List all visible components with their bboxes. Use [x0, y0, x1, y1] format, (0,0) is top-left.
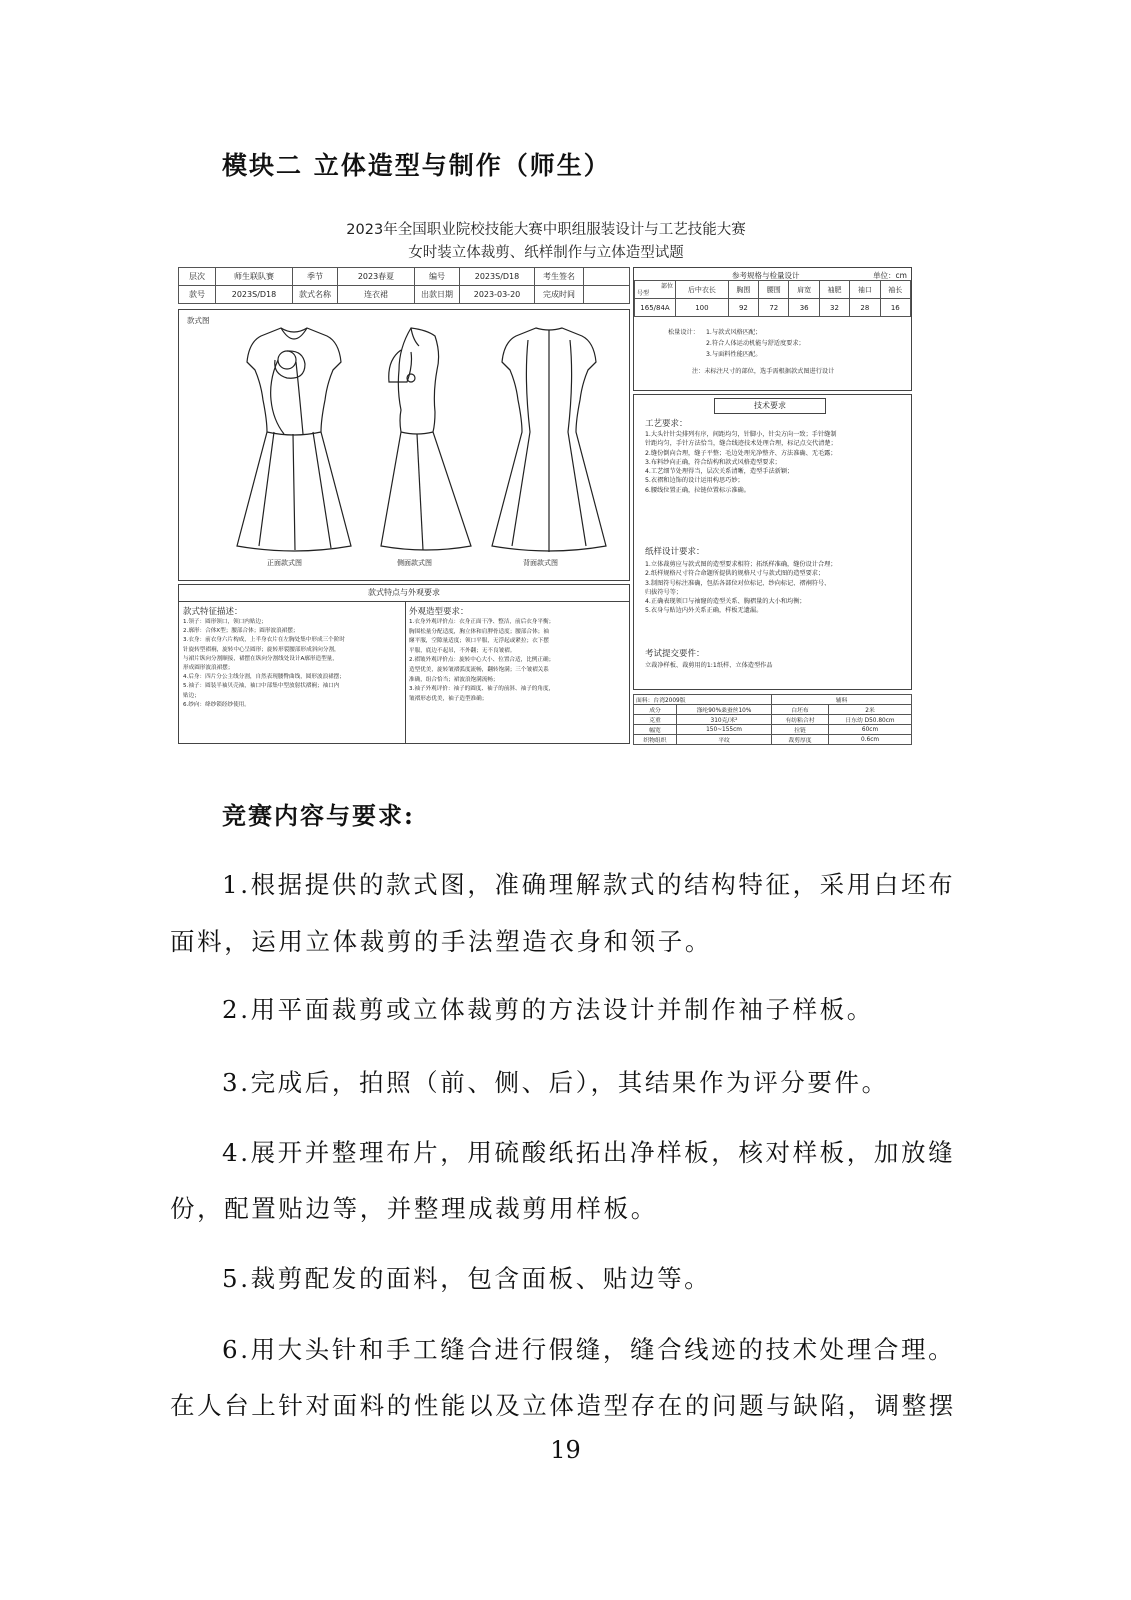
size-header: 袖长 [880, 281, 910, 299]
size-value: 16 [880, 299, 910, 317]
look-label: 外观造型要求： [409, 607, 469, 617]
exam-sheet-image [178, 212, 914, 744]
back-dress-drawing [484, 320, 614, 560]
paragraph-line: 5.裁剪配发的面料，包含面板、贴边等。 [222, 1264, 712, 1293]
info-cell: 2023-03-20 [460, 286, 535, 304]
fabric-cell: 幅宽 [634, 725, 677, 735]
info-cell: 层次 [179, 268, 216, 286]
features-title: 款式特点与外观要求 [179, 585, 629, 602]
info-cell: 连衣裙 [338, 286, 415, 304]
info-cell: 出款日期 [415, 286, 460, 304]
size-value: 100 [676, 299, 729, 317]
info-cell: 2023S/D18 [216, 286, 293, 304]
fabric-table [633, 694, 912, 745]
paragraph-line: 4.展开并整理布片，用硫酸纸拓出净样板，核对样板，加放缝 [222, 1138, 956, 1167]
size-value: 92 [728, 299, 758, 317]
paragraph-line: 2.用平面裁剪或立体裁剪的方法设计并制作袖子样板。 [222, 995, 874, 1024]
size-value: 36 [789, 299, 819, 317]
info-cell [584, 268, 630, 286]
craft-items: 1.大头针针尖排列有序，间距均匀，针脚小，针尖方向一致；手针缝制 针距均匀，手针方法恰当，缝合线迹技术处理合理，标记点交代清楚； 2.缝份倒向合理，缝子平整；毛边处理光净整齐、方法准确、无毛露； 3.布料纱向正确，符合结构和款式风格造型要求； 4.工艺细节处理得当，层次关系清晰，造型手法新颖； 5.衣褶和边饰的设计运用构思巧妙； 6.腰线位置正确，拉链位置标示准确。 [645, 431, 837, 494]
fabric-cell: 成分 [634, 705, 677, 715]
page-number: 19 [550, 1436, 581, 1464]
info-cell [584, 286, 630, 304]
fabric-cell: 有纺粘合衬 [772, 715, 829, 725]
fit-item: 2.符合人体运动机能与舒适度要求； [706, 340, 805, 347]
caption-back: 背面款式图 [523, 559, 558, 567]
size-corner-cell [635, 281, 676, 299]
fit-note: 注：未标注尺寸的部位，选手需根据款式图进行设计 [692, 368, 835, 375]
sheet-title-line1: 2023年全国职业院校技能大赛中职组服装设计与工艺技能大赛 [346, 222, 746, 238]
info-cell: 款式名称 [293, 286, 338, 304]
section-heading: 竞赛内容与要求: [222, 801, 415, 830]
fabric-cell: 150~155cm [677, 725, 772, 735]
info-cell: 2023春夏 [338, 268, 415, 286]
info-cell: 编号 [415, 268, 460, 286]
size-table-title: 参考规格与检量设计 [732, 271, 800, 280]
info-cell: 考生签名 [535, 268, 584, 286]
corner-bottom-label: 号型 [637, 289, 650, 297]
fabric-cell: 裁剪厚度 [772, 735, 829, 745]
paragraph-line: 6.用大头针和手工缝合进行假缝，缝合线迹的技术处理合理。 [222, 1335, 956, 1364]
features-divider [405, 601, 406, 743]
info-table [178, 267, 630, 304]
paragraph-line: 1.根据提供的款式图，准确理解款式的结构特征，采用白坯布 [222, 870, 956, 899]
size-row-label: 165/84A [635, 299, 676, 317]
style-drawing-label: 款式图 [187, 316, 210, 325]
fabric-cell: 辅料 [772, 695, 912, 705]
look-items: 1.衣身外观评价点：衣身正面干净、整洁，前后衣身平衡； 胸围松量分配适度，胸立体和肩胛骨适度；腰部合体；袖 窿平服，空隙量适度；领口平服，无浮起或紧拉；衣下摆 平服，底边不起吊，不外翻；无不良皱褶。 2.褶皱外观评价点：旋转中心大小、位置合适，比例正确； 造型优美，旋转皱褶弧度流畅，翻转饱满；三个皱褶关系 准确，组合恰当；裙波浪饱满流畅； 3.袖子外观评价：袖子的圆度、袖子的前斜、袖子的角度， 皱褶形态优美，袖子造型准确； [409, 619, 555, 702]
submit-items: 立裁净样板、裁剪用的1:1纸样、立体造型作品 [645, 662, 773, 669]
features-box [178, 584, 630, 744]
tech-title: 技术要求 [714, 398, 826, 414]
info-cell: 2023S/D18 [460, 268, 535, 286]
fabric-cell: 面料：台湾2009版 [634, 695, 772, 705]
size-header: 腰围 [759, 281, 789, 299]
size-header: 后中衣长 [676, 281, 729, 299]
pattern-label: 纸样设计要求： [645, 547, 705, 557]
info-cell: 师生联队赛 [216, 268, 293, 286]
fabric-cell: 2米 [829, 705, 912, 715]
fabric-cell: 310克/米² [677, 715, 772, 725]
fabric-cell: 0.6cm [829, 735, 912, 745]
pattern-items: 1.立体裁剪应与款式图的造型要求相符；拓纸样准确，缝份设计合理； 2.纸样规格尺寸符合命题所提供的规格尺寸与款式图的造型要求； 3.制图符号标注准确，包括各部位对位标记、纱向标记、褶裥符号、 归拔符号等； 4.正确表现领口与袖窿的造型关系、胸褶量的大小和均衡； 5.衣身与贴边内外关系正确，样板无遗漏。 [645, 561, 837, 615]
desc-label: 款式特征描述： [183, 607, 243, 617]
craft-label: 工艺要求： [645, 419, 688, 429]
size-header: 胸围 [728, 281, 758, 299]
size-table-unit: 单位：cm [873, 271, 907, 280]
module-heading: 模块二 立体造型与制作（师生） [222, 151, 611, 180]
fit-design-label: 松量设计： [668, 329, 699, 336]
size-value: 72 [759, 299, 789, 317]
paragraph-line: 在人台上针对面料的性能以及立体造型存在的问题与缺陷，调整摆 [170, 1391, 956, 1420]
side-dress-drawing [371, 320, 481, 560]
fabric-cell: 织物组织 [634, 735, 677, 745]
size-value: 32 [819, 299, 849, 317]
fabric-cell: 拉链 [772, 725, 829, 735]
size-table [634, 280, 911, 317]
info-cell: 款号 [179, 286, 216, 304]
style-drawing-box [178, 309, 630, 581]
tech-requirements-box [633, 394, 912, 690]
fit-item: 1.与款式风格匹配； [706, 329, 762, 336]
fabric-cell: 60cm [829, 725, 912, 735]
size-header: 袖口 [850, 281, 880, 299]
size-header: 袖肥 [819, 281, 849, 299]
fabric-cell: 平纹 [677, 735, 772, 745]
front-dress-drawing [229, 320, 359, 560]
size-header: 肩宽 [789, 281, 819, 299]
fabric-cell: 白坯布 [772, 705, 829, 715]
size-value: 28 [850, 299, 880, 317]
info-cell: 季节 [293, 268, 338, 286]
fit-item: 3.与面料性能匹配。 [706, 351, 762, 358]
size-spec-box [633, 267, 912, 391]
caption-front: 正面款式图 [267, 559, 302, 567]
submit-label: 考试提交要件： [645, 649, 705, 659]
caption-side: 侧面款式图 [397, 559, 432, 567]
info-cell: 完成时间 [535, 286, 584, 304]
paragraph-line: 面料，运用立体裁剪的手法塑造衣身和领子。 [170, 927, 712, 956]
corner-top-label: 部位 [660, 282, 673, 290]
desc-items: 1.领子：圆形领口，领口内贴边； 2.廓形：合体X型；腰部合体；圆形波浪裙摆； 3.衣身：前衣身六片构成，上半身衣片在左胸处集中形成三个阶时 针旋转型褶裥，旋转中心呈圆形；旋转形裂腰部形成斜向分割， 与裙片纵向分割顺接，裙摆在纵向分割线处设计A廓形造型量， 形成圆形波浪裙摆； 4.后身：四片分公主线分割，自然表现腰臀曲线，圆形波浪裙摆； 5.袖子：圆装半袖贝壳袖，袖口中部集中型放射状褶裥；袖口内 贴边； 6.纱向：绛纱锁经纱使用。 [183, 619, 345, 708]
fabric-cell: 涤纶90%桑蚕丝10% [677, 705, 772, 715]
paragraph-line: 3.完成后，拍照（前、侧、后），其结果作为评分要件。 [222, 1068, 889, 1097]
fabric-cell: 日东幼 D50.80cm [829, 715, 912, 725]
fabric-cell: 克重 [634, 715, 677, 725]
sheet-title-line2: 女时装立体裁剪、纸样制作与立体造型试题 [408, 245, 684, 261]
paragraph-line: 份，配置贴边等，并整理成裁剪用样板。 [170, 1194, 658, 1223]
